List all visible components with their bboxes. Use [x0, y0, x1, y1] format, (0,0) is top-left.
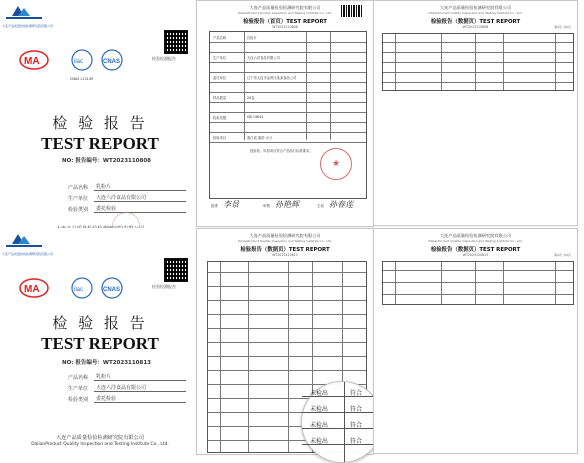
report-header-en: DalianProduct Quality Inspection and Testing Institute Co., Ltd.	[238, 239, 332, 243]
data-table	[382, 261, 574, 305]
report-title: 检验报告（数据页）TEST REPORT	[430, 247, 521, 253]
report-header-en: DalianProduct Quality Inspection and Testing Institute Co., Ltd.	[238, 11, 332, 15]
field-row: 产品名称 乳粉片	[68, 180, 186, 191]
report-number: WT2023110813	[462, 253, 489, 257]
conclusion-text: 经检验，所检项目符合产品执行标准要求。	[250, 149, 313, 153]
cover-title-cn: 检 验 报 告	[52, 314, 148, 332]
cover-fields	[68, 180, 186, 213]
report-number: WT2023110808	[462, 25, 489, 29]
qr-code-icon	[164, 30, 188, 54]
tester-label: 主检	[317, 204, 324, 208]
report-data-page-top	[373, 0, 578, 226]
report-title: 检验报告（首页）TEST REPORT	[243, 19, 327, 25]
report-header-en: DalianProduct Quality Inspection and Testing Institute Co., Ltd.	[428, 11, 523, 15]
svg-text:ilac: ilac	[74, 287, 84, 293]
report-header-en: DalianProduct Quality Inspection and Testing Institute Co., Ltd.	[428, 239, 523, 243]
svg-text:MA: MA	[24, 56, 40, 67]
report-header: 大连产品质量检验检测研究院有限公司	[439, 233, 512, 238]
page-number: 第2页 共2页	[554, 25, 571, 29]
svg-text:ilac: ilac	[74, 59, 84, 65]
approver-label: 批准	[211, 204, 218, 208]
report-header: 大连产品质量检验检测研究院有限公司	[249, 5, 321, 10]
svg-text:CNAS: CNAS	[103, 287, 121, 293]
reviewer-signature: 孙艳辉	[275, 200, 299, 209]
approver-signature: 李景	[223, 200, 239, 209]
report-first-page-top	[196, 0, 374, 227]
issuer-name-en: DalianProduct Quality Inspection and Testing Institute Co., Ltd.	[31, 442, 169, 447]
field-row: 产品名称 乳粉片	[68, 370, 186, 381]
issuer-name: 大连产品质量检验检测研究院有限公司	[55, 435, 145, 441]
cover-page-top	[0, 0, 200, 228]
report-header: 大连产品质量检验检测研究院有限公司	[439, 5, 512, 10]
page-number: 第2页 共2页	[554, 253, 571, 257]
report-title: 检验报告（数据页）TEST REPORT	[430, 19, 521, 25]
cover-fields	[68, 370, 186, 403]
magnifier-lens: 未检出 符合 未检出 符合 未检出 符合 未检出 符合	[301, 381, 383, 463]
tester-signature: 孙春莲	[329, 200, 353, 209]
institute-logo-text: 大连产品质量检验检测研究院有限公司	[2, 252, 54, 256]
svg-text:CNAS: CNAS	[103, 59, 121, 65]
first-page-table: 产品名称 乳粉片 生产单位 大连六洋食品有限公司 委托单位 辽宁省大连市金州区某某食品公司 样品数量 20袋 检验依据 GB 19644 检验项目 蛋白质 脂肪 水分 经检验，所检项目符合产品执行标准要求。 ★	[209, 31, 367, 199]
qr-caption: 检验检测报告	[152, 284, 176, 289]
institute-logo	[4, 4, 50, 22]
institute-logo-text: 大连产品质量检验检测研究院有限公司	[2, 24, 54, 28]
institute-logo	[4, 232, 50, 250]
report-number: WT2023110808	[272, 25, 298, 29]
cnas-number: CNAS L13149	[70, 77, 94, 81]
report-data-page-bottom	[196, 228, 374, 455]
inspection-seal: ★	[320, 148, 352, 180]
report-title: 检验报告（数据页）TEST REPORT	[240, 247, 330, 253]
report-data-page-bottom-right	[373, 228, 578, 454]
cover-title-en: TEST REPORT	[41, 134, 159, 153]
cover-title-en: TEST REPORT	[41, 334, 159, 353]
report-number: NO: 报告编号：WT2023110808	[62, 158, 151, 164]
field-row: 生产单位 大连六洋食品有限公司	[68, 381, 186, 392]
report-number: NO: 报告编号：WT2023110813	[62, 360, 151, 366]
svg-text:MA: MA	[24, 284, 40, 295]
qr-caption: 检验检测报告	[152, 56, 176, 61]
field-row: 生产单位 大连六洋食品有限公司	[68, 191, 186, 202]
field-row: 检验类别 委托检验	[68, 202, 186, 213]
report-number: WT2023110813	[272, 253, 298, 257]
field-row: 检验类别 委托检验	[68, 392, 186, 403]
reviewer-label: 审核	[263, 204, 270, 208]
report-header: 大连产品质量检验检测研究院有限公司	[249, 233, 321, 238]
cover-title-cn: 检 验 报 告	[52, 114, 148, 132]
data-table	[382, 33, 574, 91]
qr-code-icon	[164, 258, 188, 282]
cover-page-bottom	[0, 228, 200, 455]
